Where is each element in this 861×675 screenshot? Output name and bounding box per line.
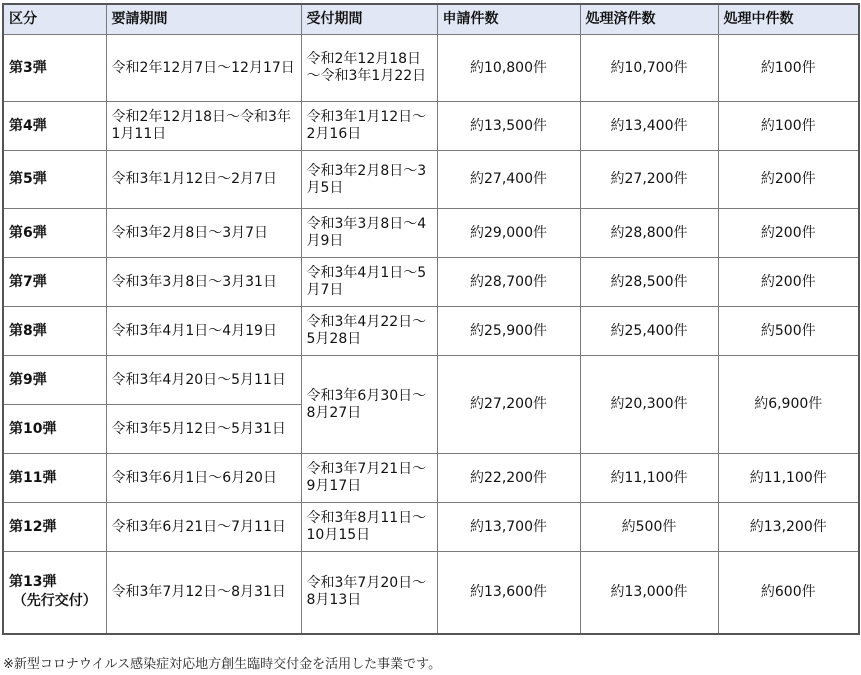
table-row <box>3 102 859 151</box>
grants-status-table <box>2 3 860 635</box>
row-request-period: 令和3年3月8日～3月31日 <box>106 258 301 307</box>
row-in-progress: 約6,900件 <box>718 356 859 454</box>
row-request-period: 令和3年2月8日～3月7日 <box>106 209 301 258</box>
header-request-period: 要請期間 <box>106 4 301 35</box>
row-processed: 約500件 <box>580 503 718 552</box>
row-in-progress: 約11,100件 <box>718 454 859 503</box>
table-row <box>3 151 859 209</box>
table-row <box>3 209 859 258</box>
table-row <box>3 307 859 356</box>
row-category: 第9弾 <box>3 356 106 405</box>
row-applications: 約28,700件 <box>437 258 580 307</box>
header-category: 区分 <box>3 4 106 35</box>
table-row <box>3 35 859 102</box>
row-category <box>3 552 106 634</box>
row-acceptance-period: 令和3年8月11日～10月15日 <box>301 503 437 552</box>
header-acceptance-period: 受付期間 <box>301 4 437 35</box>
footnote: ※新型コロナウイルス感染症対応地方創生臨時交付金を活用した事業です。 <box>3 657 442 672</box>
row-category: 第10弾 <box>3 405 106 454</box>
row-category: 第5弾 <box>3 151 106 209</box>
row-request-period: 令和2年12月18日～令和3年1月11日 <box>106 102 301 151</box>
row-applications: 約22,200件 <box>437 454 580 503</box>
row-acceptance-period: 令和3年3月8日～4月9日 <box>301 209 437 258</box>
row-acceptance-period: 令和3年4月1日～5月7日 <box>301 258 437 307</box>
row-processed: 約11,100件 <box>580 454 718 503</box>
table-row <box>3 503 859 552</box>
row-category: 第4弾 <box>3 102 106 151</box>
table-row <box>3 454 859 503</box>
row-in-progress: 約600件 <box>718 552 859 634</box>
header-applications: 申請件数 <box>437 4 580 35</box>
row-applications: 約29,000件 <box>437 209 580 258</box>
row-request-period: 令和3年4月20日～5月11日 <box>106 356 301 405</box>
row-acceptance-period: 令和3年2月8日～3月5日 <box>301 151 437 209</box>
row-in-progress: 約200件 <box>718 209 859 258</box>
row-applications: 約10,800件 <box>437 35 580 102</box>
row-acceptance-period: 令和2年12月18日～令和3年1月22日 <box>301 35 437 102</box>
row-in-progress: 約500件 <box>718 307 859 356</box>
row-category: 第3弾 <box>3 35 106 102</box>
row-category: 第7弾 <box>3 258 106 307</box>
row-processed: 約25,400件 <box>580 307 718 356</box>
row-applications: 約13,500件 <box>437 102 580 151</box>
row-request-period: 令和3年6月21日～7月11日 <box>106 503 301 552</box>
row-request-period: 令和3年4月1日～4月19日 <box>106 307 301 356</box>
row-acceptance-period: 令和3年7月20日～8月13日 <box>301 552 437 634</box>
row-acceptance-period: 令和3年1月12日～2月16日 <box>301 102 437 151</box>
row-in-progress: 約200件 <box>718 151 859 209</box>
row-applications: 約25,900件 <box>437 307 580 356</box>
table-row <box>3 552 859 634</box>
row-applications: 約27,400件 <box>437 151 580 209</box>
row-request-period: 令和2年12月7日～12月17日 <box>106 35 301 102</box>
row-in-progress: 約100件 <box>718 102 859 151</box>
header-row <box>3 4 859 35</box>
row-applications: 約13,600件 <box>437 552 580 634</box>
row-processed: 約13,400件 <box>580 102 718 151</box>
row-acceptance-period: 令和3年6月30日～8月27日 <box>301 356 437 454</box>
header-in-progress: 処理中件数 <box>718 4 859 35</box>
row-in-progress: 約100件 <box>718 35 859 102</box>
row-request-period: 令和3年1月12日～2月7日 <box>106 151 301 209</box>
header-processed: 処理済件数 <box>580 4 718 35</box>
row-category: 第8弾 <box>3 307 106 356</box>
row-acceptance-period: 令和3年7月21日～9月17日 <box>301 454 437 503</box>
row-request-period: 令和3年7月12日～8月31日 <box>106 552 301 634</box>
table-row <box>3 356 859 405</box>
row-processed: 約27,200件 <box>580 151 718 209</box>
row-category: 第6弾 <box>3 209 106 258</box>
row-category-note: （先行交付） <box>12 593 97 610</box>
row-in-progress: 約200件 <box>718 258 859 307</box>
row-category-name: 第13弾 <box>9 574 57 591</box>
row-category: 第12弾 <box>3 503 106 552</box>
row-applications: 約13,700件 <box>437 503 580 552</box>
row-applications: 約27,200件 <box>437 356 580 454</box>
row-processed: 約28,800件 <box>580 209 718 258</box>
row-acceptance-period: 令和3年4月22日～5月28日 <box>301 307 437 356</box>
row-processed: 約20,300件 <box>580 356 718 454</box>
table-row <box>3 258 859 307</box>
row-processed: 約10,700件 <box>580 35 718 102</box>
row-request-period: 令和3年6月1日～6月20日 <box>106 454 301 503</box>
row-processed: 約13,000件 <box>580 552 718 634</box>
row-processed: 約28,500件 <box>580 258 718 307</box>
row-category: 第11弾 <box>3 454 106 503</box>
row-in-progress: 約13,200件 <box>718 503 859 552</box>
row-request-period: 令和3年5月12日～5月31日 <box>106 405 301 454</box>
